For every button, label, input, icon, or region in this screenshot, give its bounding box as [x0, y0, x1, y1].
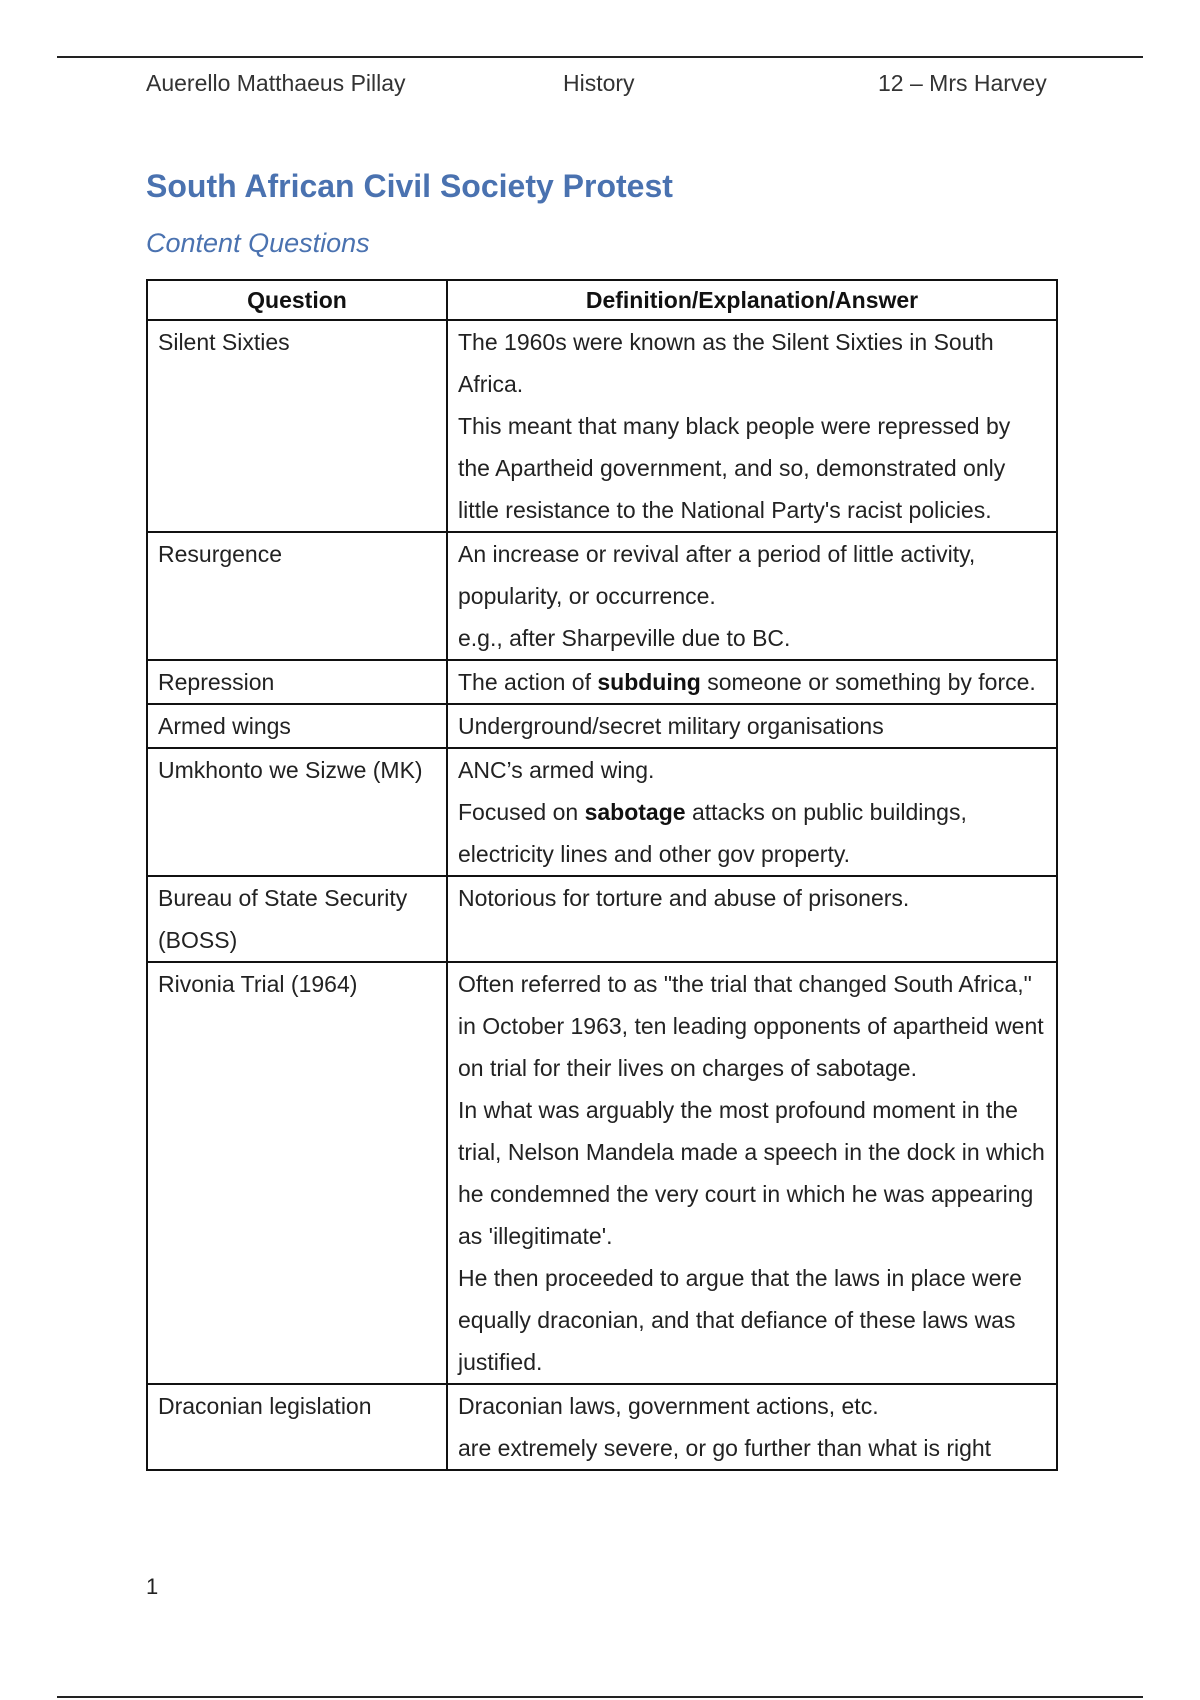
- table-row: [147, 1384, 1057, 1470]
- question-cell: Rivonia Trial (1964): [147, 962, 447, 1384]
- answer-cell: [447, 704, 1057, 748]
- answer-bold-term: subduing: [597, 669, 701, 695]
- column-header-answer: Definition/Explanation/Answer: [447, 280, 1057, 320]
- answer-paragraph: In what was arguably the most profound moment in the trial, Nelson Mandela made a speech in the dock in which he condemned the very court in which he was appearing as 'illegitimate'.: [458, 1097, 1045, 1249]
- answer-cell: [447, 876, 1057, 962]
- header-author: Auerello Matthaeus Pillay: [146, 70, 406, 96]
- answer-cell: [447, 962, 1057, 1384]
- answer-cell: [447, 660, 1057, 704]
- answer-text: The action of: [458, 669, 598, 695]
- document-subtitle: Content Questions: [146, 228, 370, 258]
- answer-paragraph: An increase or revival after a period of little activity, popularity, or occurrence.: [458, 541, 976, 609]
- table-row: [147, 532, 1057, 660]
- answer-text: Focused on: [458, 799, 585, 825]
- page-header: [0, 70, 1200, 104]
- page-number: 1: [146, 1574, 159, 1599]
- answer-cell: [447, 748, 1057, 876]
- footer-rule: [57, 1696, 1143, 1698]
- answer-paragraph: Draconian laws, government actions, etc.: [458, 1393, 879, 1419]
- answer-text: attacks on public buildings, electricity lines and other gov property.: [458, 799, 967, 867]
- question-cell: Silent Sixties: [147, 320, 447, 532]
- column-header-question: Question: [147, 280, 447, 320]
- question-cell: Repression: [147, 660, 447, 704]
- answer-paragraph: e.g., after Sharpeville due to BC.: [458, 625, 791, 651]
- answer-paragraph: Notorious for torture and abuse of prisoners.: [458, 885, 910, 911]
- answer-bold-term: sabotage: [584, 799, 686, 825]
- question-cell: Resurgence: [147, 532, 447, 660]
- table-row: [147, 660, 1057, 704]
- question-cell: Draconian legislation: [147, 1384, 447, 1470]
- question-cell: Armed wings: [147, 704, 447, 748]
- answer-paragraph: The 1960s were known as the Silent Sixties in South Africa.: [458, 329, 994, 397]
- table-row: [147, 962, 1057, 1384]
- answer-cell: [447, 1384, 1057, 1470]
- answer-paragraph: ANC’s armed wing.: [458, 757, 655, 783]
- answer-paragraph: He then proceeded to argue that the laws in place were equally draconian, and that defiance of these laws was justified.: [458, 1265, 1022, 1375]
- answer-paragraph: [458, 791, 1046, 875]
- header-subject: History: [563, 70, 635, 96]
- answer-paragraph: are extremely severe, or go further than what is right: [458, 1435, 992, 1461]
- table-row: [147, 704, 1057, 748]
- question-cell: Umkhonto we Sizwe (MK): [147, 748, 447, 876]
- answer-text: someone or something by force.: [700, 669, 1036, 695]
- answer-paragraph: This meant that many black people were repressed by the Apartheid government, and so, demonstrated only little resistance to the National Party's racist policies.: [458, 413, 1011, 523]
- table-header-row: [147, 280, 1057, 320]
- answer-paragraph: Often referred to as "the trial that changed South Africa," in October 1963, ten leading opponents of apartheid went on trial for their lives on charges of sabotage.: [458, 971, 1044, 1081]
- answer-cell: [447, 320, 1057, 532]
- document-title: South African Civil Society Protest: [146, 168, 673, 204]
- table-row: [147, 320, 1057, 532]
- header-rule: [57, 56, 1143, 58]
- answer-cell: [447, 532, 1057, 660]
- question-cell: Bureau of State Security (BOSS): [147, 876, 447, 962]
- content-questions-table: [146, 279, 1058, 1471]
- table-row: [147, 748, 1057, 876]
- header-class-teacher: 12 – Mrs Harvey: [878, 70, 1047, 96]
- answer-paragraph: Underground/secret military organisations: [458, 713, 884, 739]
- table-row: [147, 876, 1057, 962]
